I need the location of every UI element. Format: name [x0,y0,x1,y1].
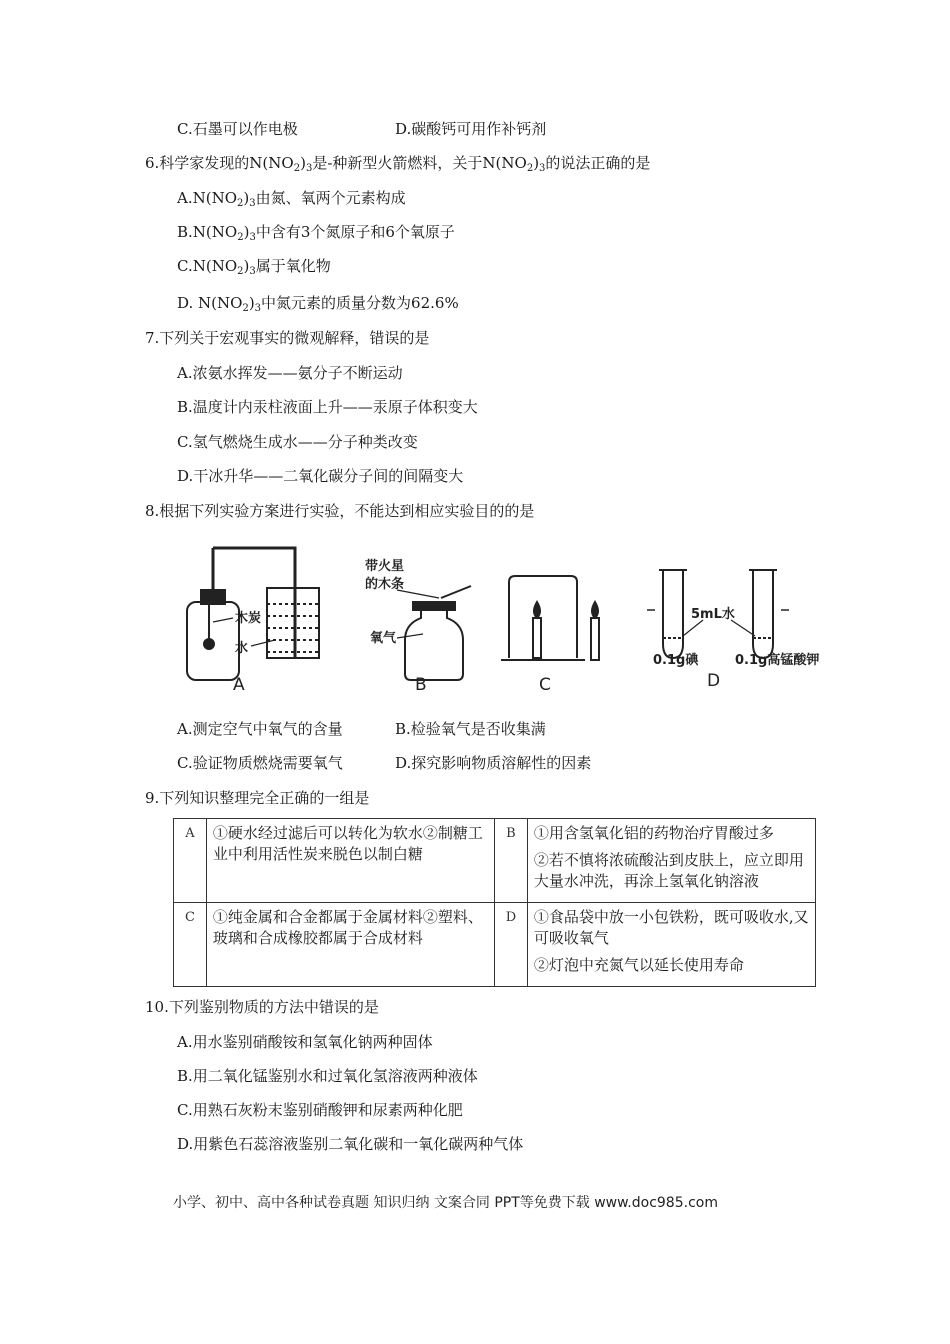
q7-option-c: C.氢气燃烧生成水——分子种类改变 [177,433,418,451]
apparatus-b-bottle [405,608,463,680]
q6-option-a: $A.N(NO_2)_3$由氮、氧两个元素构成 [177,189,406,209]
apparatus-a-charcoal-label: 木炭 [235,611,262,626]
apparatus-d-tube-1 [663,570,683,658]
q8-stem: 8.根据下列实验方案进行实验，不能达到相应实验目的的是 [145,502,535,520]
apparatus-a-beaker [267,588,319,658]
q8-option-c: C.验证物质燃烧需要氧气 [177,754,343,772]
q7-option-b: B.温度计内汞柱液面上升——汞原子体积变大 [177,398,478,416]
table-row [174,903,816,987]
table-cell-label-a: A [174,819,207,903]
q9-stem: 9.下列知识整理完全正确的一组是 [145,789,370,807]
apparatus-c-beaker [509,576,577,658]
q6-option-d: D. $N(NO_2)_3$中氮元素的质量分数为62.6% [177,294,459,314]
table-cell-label-d: D [494,903,527,987]
apparatus-a-water-label: 水 [235,641,249,656]
q5-option-c: C.石墨可以作电极 [177,120,298,138]
apparatus-b-spark-label-1: 带火星 [365,559,405,574]
q5-option-d: D.碳酸钙可用作补钙剂 [395,120,547,138]
q7-option-a: A.浓氨水挥发——氨分子不断运动 [177,364,403,382]
table-row [174,819,816,903]
q8-option-d: D.探究影响物质溶解性的因素 [395,754,592,772]
q8-option-a: A.测定空气中氧气的含量 [177,720,343,738]
apparatus-c-label: C [539,675,551,695]
experiment-figure [175,540,845,700]
apparatus-a-label: A [233,675,245,695]
knowledge-table [173,818,816,987]
apparatus-c [501,576,599,660]
q7-option-d: D.干冰升华——二氧化碳分子间的间隔变大 [177,467,464,485]
table-cell-label-b: B [494,819,527,903]
apparatus-a-tube [213,548,295,590]
table-cell-d [527,903,815,987]
table-cell-c [206,903,494,987]
apparatus-c-candle-2 [591,618,599,660]
apparatus-b-label: B [415,675,427,695]
apparatus-b-oxygen-label: 氧气 [370,631,397,646]
page-footer: 小学、初中、高中各种试卷真题 知识归纳 文案合同 PPT等免费下载 www.doc985.com [173,1195,718,1211]
apparatus-b-spark-label-2: 的木条 [365,577,405,592]
apparatus-d-water-label: 5mL水 [691,607,735,622]
table-cell-a [206,819,494,903]
apparatus-c-flame-2 [592,602,598,618]
apparatus-b-glass-plate [413,602,455,610]
apparatus-a-charcoal [204,639,214,649]
q10-option-a: A.用水鉴别硝酸铵和氢氧化钠两种固体 [177,1033,433,1051]
apparatus-a-stopper [201,590,225,604]
q8-option-b: B.检验氧气是否收集满 [395,720,546,738]
table-cell-a-text: ①硬水经过滤后可以转化为软水②制糖工业中利用活性炭来脱色以制白糖 [212,824,483,863]
apparatus-d-label: D [707,671,721,691]
apparatus-b-splint [441,586,471,598]
apparatus-d-kmno4-label: 0.1g高锰酸钾 [735,653,820,668]
table-cell-c-text: ①纯金属和合金都属于金属材料②塑料、玻璃和合成橡胶都属于合成材料 [212,908,483,947]
apparatus-d-tube-2 [753,570,773,658]
q10-option-d: D.用紫色石蕊溶液鉴别二氧化碳和一氧化碳两种气体 [177,1135,524,1153]
apparatus-b [397,586,471,680]
q6-stem: 6.科学家发现的$N(NO_2)_3$是-种新型火箭燃料，关于$N(NO_2)_3$的说法正确的是 [145,154,651,174]
apparatus-c-flame-1 [534,602,540,618]
q10-stem: 10.下列鉴别物质的方法中错误的是 [145,998,379,1016]
table-cell-b [527,819,815,903]
q10-option-b: B.用二氧化锰鉴别水和过氧化氢溶液两种液体 [177,1067,478,1085]
table-cell-label-c: C [174,903,207,987]
table-cell-d-text-2: ②灯泡中充氮气以延长使用寿命 [533,956,744,974]
q7-stem: 7.下列关于宏观事实的微观解释，错误的是 [145,329,430,347]
q6-option-c: $C.N(NO_2)_3$属于氧化物 [177,257,331,277]
apparatus-d-iodine-label: 0.1g碘 [653,653,699,668]
apparatus-c-candle-1 [533,618,541,658]
table-cell-b-text-1: ①用含氢氧化铝的药物治疗胃酸过多 [533,824,774,842]
q10-option-c: C.用熟石灰粉末鉴别硝酸钾和尿素两种化肥 [177,1101,463,1119]
table-cell-d-text-1: ①食品袋中放一小包铁粉，既可吸收水,又可吸收氧气 [533,908,809,947]
q6-option-b: $B.N(NO_2)_3$中含有3个氮原子和6个氧原子 [177,223,455,243]
table-cell-b-text-2: ②若不慎将浓硫酸沾到皮肤上，应立即用大量水冲洗，再涂上氢氧化钠溶液 [533,851,804,890]
